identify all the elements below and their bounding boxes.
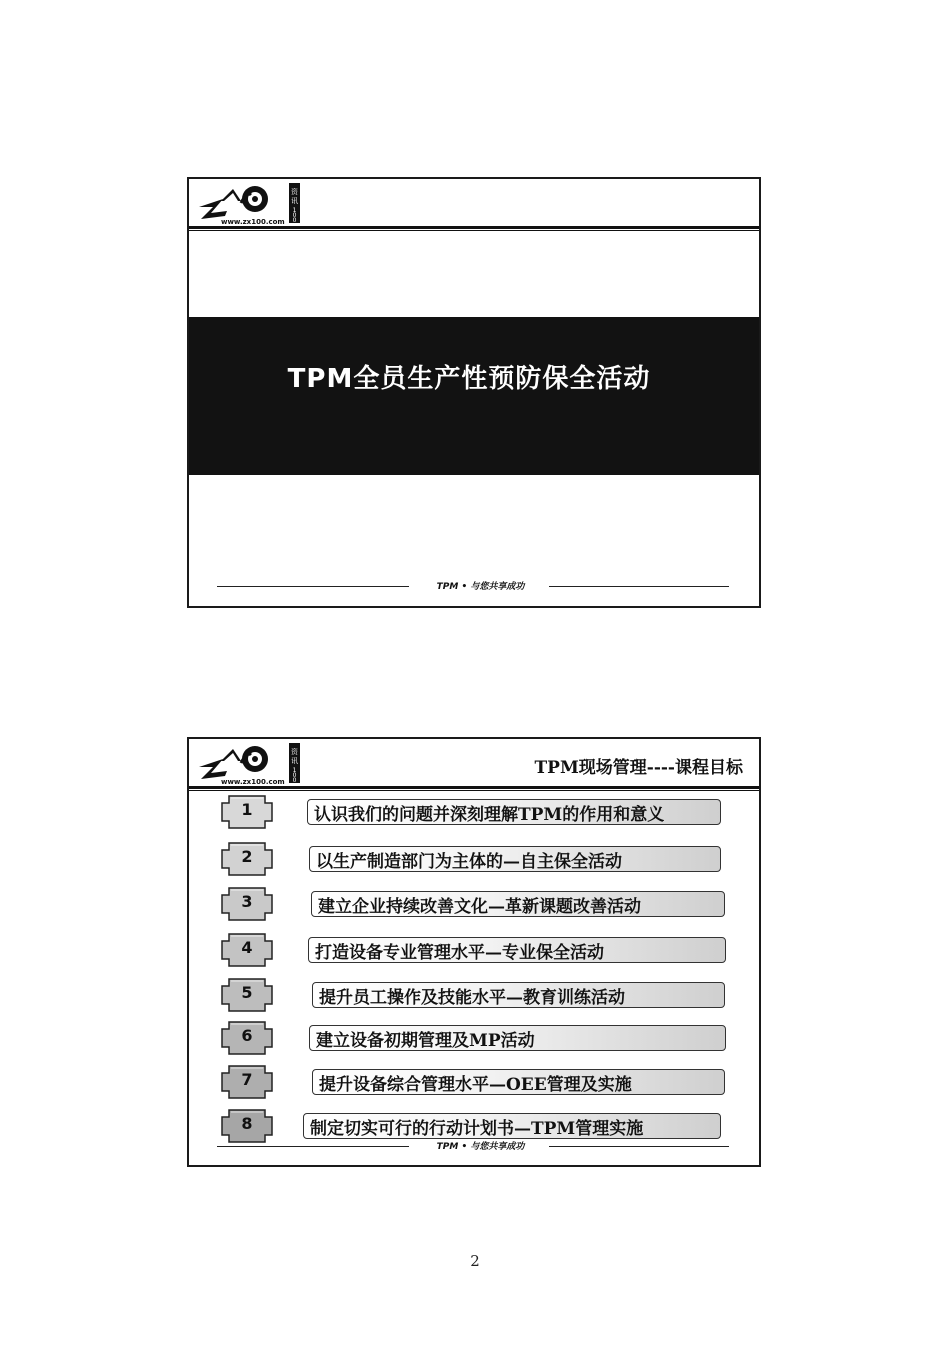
goal-text-bar [303,1113,721,1139]
svg-text:0: 0 [292,212,297,219]
goal-item [189,933,759,969]
svg-text:资: 资 [291,188,298,196]
goal-item [189,842,759,878]
number-badge [221,933,273,967]
goal-text: 制定切实可行的行动计划书—TPM管理实施 [310,1118,644,1139]
goal-text: 认识我们的问题并深刻理解TPM的作用和意义 [314,804,665,825]
title-band [189,317,759,475]
slide-title: TPM全员生产性预防保全活动 [287,363,651,394]
number-label: 1 [241,800,253,819]
footer-line-left [217,1146,409,1147]
number-badge [221,978,273,1012]
number-badge [221,1021,273,1055]
number-badge [221,1065,273,1099]
goal-item [189,1065,759,1101]
number-label: 3 [241,892,253,911]
goal-text: 以生产制造部门为主体的—自主保全活动 [316,851,622,872]
goal-text-bar [308,937,726,963]
header-rule-thin [189,230,759,231]
goal-text: 建立设备初期管理及MP活动 [316,1030,535,1051]
number-label: 6 [241,1026,253,1045]
number-label: 4 [241,938,253,957]
svg-text:1: 1 [292,207,297,214]
number-label: 8 [241,1114,253,1133]
goal-text-bar [309,1025,726,1051]
goal-item [189,978,759,1014]
svg-text:0: 0 [292,777,297,784]
footer-line-left [217,586,409,587]
goal-text-bar [312,982,725,1008]
goal-text-bar [309,846,721,872]
header-rule [189,226,759,229]
slide-footer [217,1139,729,1153]
slide-course-goals [187,737,761,1167]
svg-text:讯: 讯 [291,197,298,205]
footer-line-right [549,586,729,587]
slide-cover [187,177,761,608]
footer-text: TPM • 与您共享成功 [436,582,525,592]
svg-text:讯: 讯 [291,757,298,765]
slide-footer [217,579,729,593]
goal-text-bar [311,891,725,917]
goal-text: 提升员工操作及技能水平—教育训练活动 [319,987,625,1008]
goal-text: 打造设备专业管理水平—专业保全活动 [315,942,604,963]
number-badge [221,887,273,921]
zx100-logo [193,181,305,227]
goal-item [189,1021,759,1057]
header-rule-thin [189,790,759,791]
goal-item [189,887,759,923]
svg-text:www.zx100.com: www.zx100.com [221,778,285,786]
goal-text-bar [312,1069,725,1095]
svg-text:0: 0 [292,772,297,779]
svg-text:1: 1 [292,767,297,774]
slide-title: TPM现场管理----课程目标 [534,758,743,778]
number-badge [221,1109,273,1143]
footer-line-right [549,1146,729,1147]
number-label: 2 [241,847,253,866]
svg-text:资: 资 [291,748,298,756]
page-number: 2 [470,1252,480,1270]
svg-text:www.zx100.com: www.zx100.com [221,218,285,226]
goal-text: 建立企业持续改善文化—革新课题改善活动 [318,896,641,917]
number-label: 5 [241,983,253,1002]
goal-item [189,795,759,831]
number-badge [221,842,273,876]
svg-text:0: 0 [292,217,297,224]
header-rule [189,786,759,789]
number-badge [221,795,273,829]
number-label: 7 [241,1070,253,1089]
footer-text: TPM • 与您共享成功 [436,1142,525,1152]
zx100-logo [193,741,305,787]
goal-text: 提升设备综合管理水平—OEE管理及实施 [319,1074,632,1095]
goal-text-bar [307,799,721,825]
